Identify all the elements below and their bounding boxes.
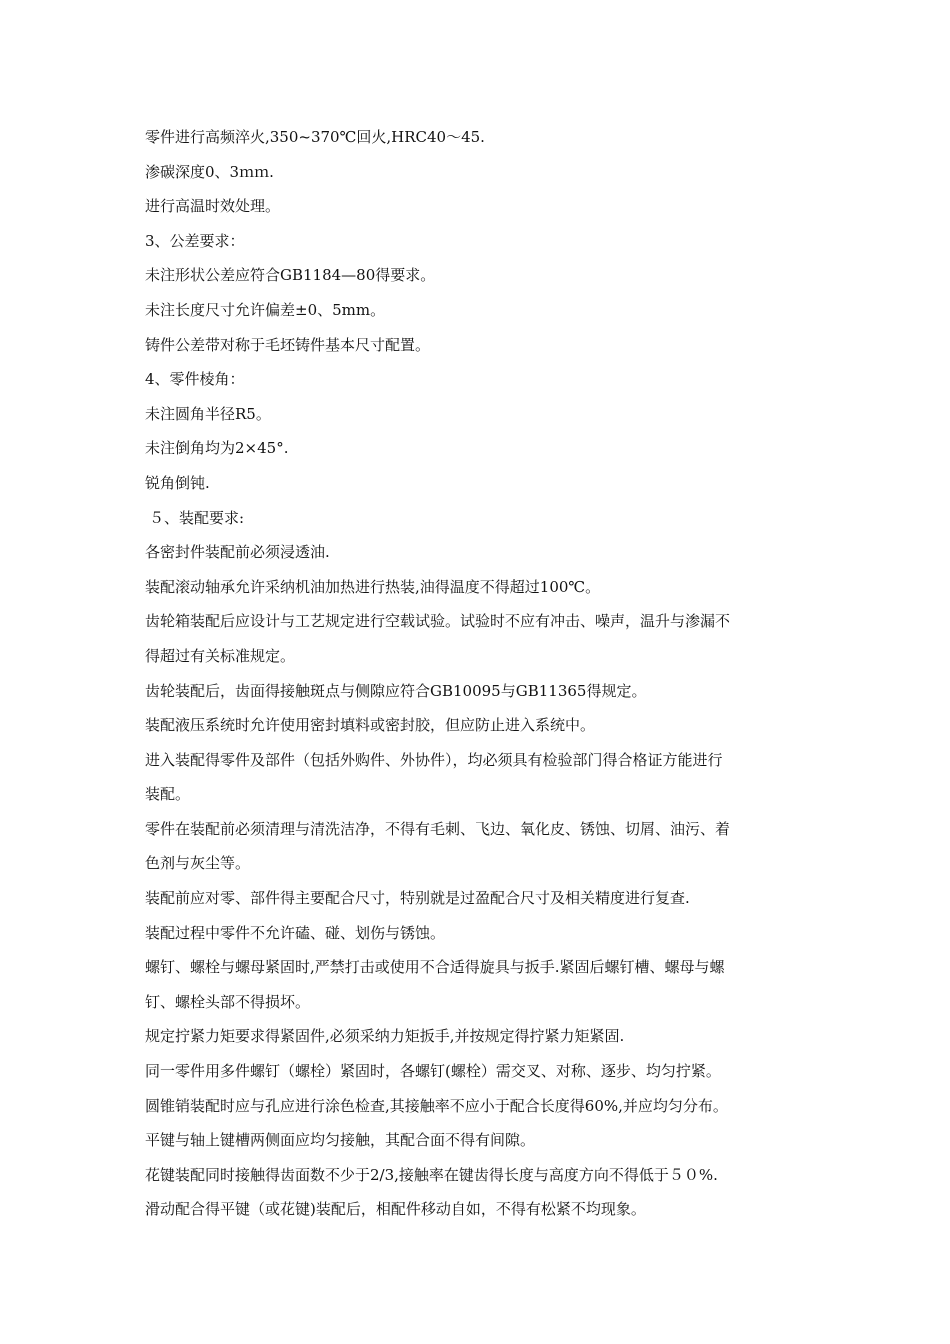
text-line: 渗碳深度0、3ｍｍ.	[145, 162, 274, 181]
text-line: 锐角倒钝.	[145, 473, 210, 492]
text-line: 进入装配得零件及部件（包括外购件、外协件），均必须具有检验部门得合格证方能进行	[145, 750, 723, 769]
text-line: 零件进行高频淬火,350~370℃回火,HRC40～45.	[145, 128, 485, 146]
section-heading-assembly: ５、装配要求:	[149, 508, 245, 527]
text-line: 平键与轴上键槽两侧面应均匀接触，其配合面不得有间隙。	[145, 1131, 536, 1150]
text-line: 未注长度尺寸允许偏差±0、5mm。	[145, 300, 386, 319]
text-line: 未注圆角半径R5。	[145, 404, 271, 423]
text-line: 未注倒角均为2×45°.	[145, 439, 289, 458]
text-line: 圆锥销装配时应与孔应进行涂色检查,其接触率不应小于配合长度得60%,并应均匀分布。	[145, 1096, 728, 1115]
text-line: 未注形状公差应符合GB1184—80得要求。	[145, 266, 436, 285]
section-heading-tolerance: 3、公差要求：	[145, 231, 245, 250]
text-line: 同一零件用多件螺钉（螺栓）紧固时，各螺钉(螺栓）需交叉、对称、逐步、均匀拧紧。	[145, 1062, 721, 1081]
section-heading-edges: 4、零件棱角：	[145, 370, 245, 389]
text-line: 铸件公差带对称于毛坯铸件基本尺寸配置。	[145, 335, 431, 354]
text-line: 装配前应对零、部件得主要配合尺寸，特别就是过盈配合尺寸及相关精度进行复查.	[145, 889, 690, 908]
text-line: 装配液压系统时允许使用密封填料或密封胶，但应防止进入系统中。	[145, 716, 596, 735]
text-line: 花键装配同时接触得齿面数不少于2/3,接触率在键齿得长度与高度方向不得低于５０%.	[145, 1165, 718, 1184]
text-line: 钉、螺栓头部不得损坏。	[145, 992, 311, 1011]
text-line: 螺钉、螺栓与螺母紧固时,严禁打击或使用不合适得旋具与扳手.紧固后螺钉槽、螺母与螺	[145, 958, 725, 977]
document-body	[145, 126, 815, 1233]
text-line: 规定拧紧力矩要求得紧固件,必须采纳力矩扳手,并按规定得拧紧力矩紧固.	[145, 1027, 625, 1046]
text-line: 装配过程中零件不允许磕、碰、划伤与锈蚀。	[145, 923, 446, 942]
text-line: 齿轮装配后，齿面得接触斑点与侧隙应符合GB10095与GB11365得规定。	[145, 681, 647, 700]
text-line: 进行高温时效处理。	[145, 197, 281, 216]
text-line: 得超过有关标准规定。	[145, 646, 296, 665]
text-line: 零件在装配前必须清理与清洗洁净，不得有毛刺、飞边、氧化皮、锈蚀、切屑、油污、着	[145, 819, 731, 838]
text-line: 齿轮箱装配后应设计与工艺规定进行空载试验。试验时不应有冲击、噪声，温升与渗漏不	[145, 612, 731, 631]
text-line: 装配。	[145, 785, 191, 804]
text-line: 装配滚动轴承允许采纳机油加热进行热装,油得温度不得超过100℃。	[145, 577, 601, 596]
text-line: 色剂与灰尘等。	[145, 854, 251, 873]
text-line: 各密封件装配前必须浸透油.	[145, 543, 330, 562]
text-line: 滑动配合得平键（或花键)装配后，相配件移动自如，不得有松紧不均现象。	[145, 1200, 646, 1219]
